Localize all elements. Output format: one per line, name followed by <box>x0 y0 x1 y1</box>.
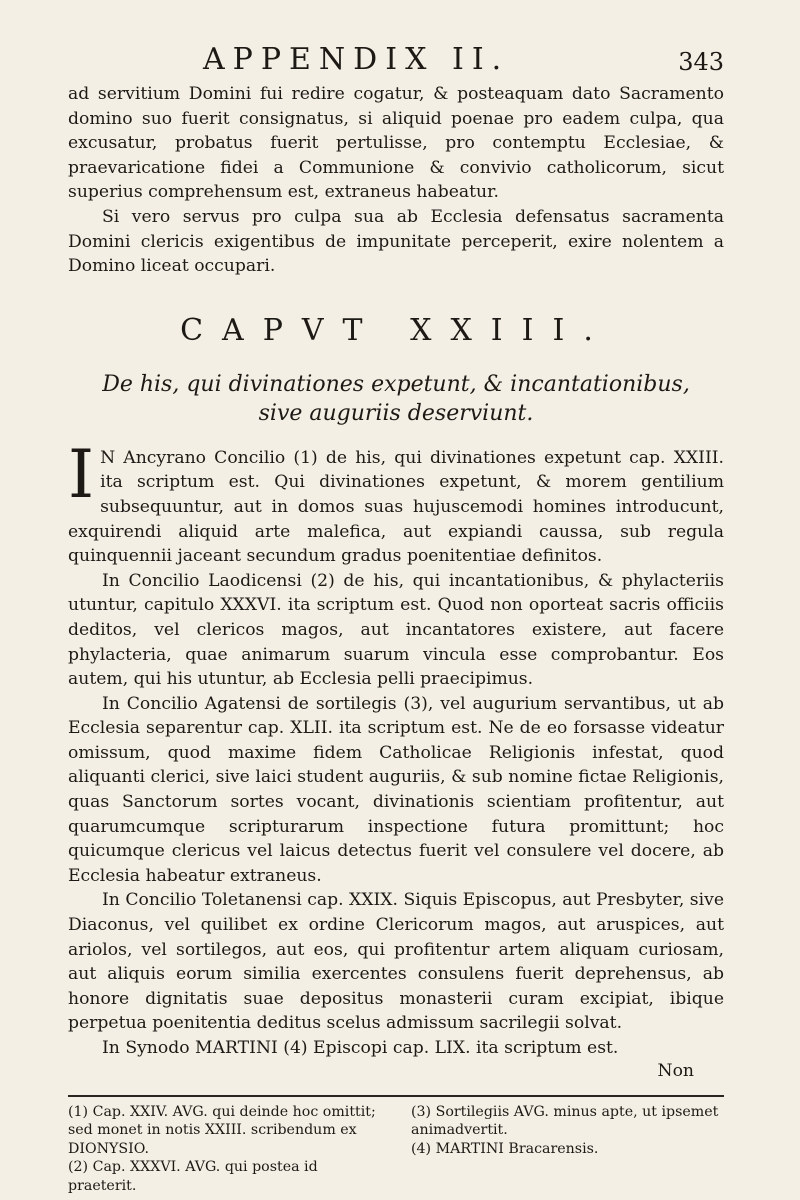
paragraph-martin: In Synodo MARTINI (4) Episcopi cap. LIX. ita scriptum est. <box>102 1038 619 1058</box>
chapter-title <box>68 370 724 428</box>
paragraph-toledo: In Concilio Toletanensi cap. XXIX. Siquis Episcopus, aut Presbyter, sive Diaconus, vel quilibet ex ordine Clericorum magos, aut aruspices, aut ariolos, vel sortilegos, aut eos, qui profitentur artem aliquam curiosam, aut aliquis eorum similia exercentes consulens fuerit deprehensus, ab honore dignitatis suae depositus monasterii curam excipiat, ibique perpetua poenitentia deditus scelus admissum sacrilegii solvat. <box>68 890 724 1034</box>
footnotes-right-column <box>411 1103 724 1196</box>
paragraph-laodicea: In Concilio Laodicensi (2) de his, qui incantationibus, & phylacteriis utuntur, capitulo XXXVI. ita scriptum est. Quod non oporteat sacris officiis deditos, vel clericos magos, aut incantatores existere, aut facere phylacteria, quae animarum suarum vincula esse comprobantur. Eos autem, qui his utuntur, ab Ecclesia pelli praecipimus. <box>68 570 724 690</box>
chapter-title-line-1: De his, qui divinationes expetunt, & incantationibus, <box>102 371 690 397</box>
chapter-title-line-2: sive auguriis deserviunt. <box>258 400 534 426</box>
paragraph-ancyra <box>68 435 724 569</box>
intro-text <box>68 82 724 279</box>
catchword: Non <box>657 1060 694 1081</box>
running-head <box>68 42 724 82</box>
footnotes-left-column <box>68 1103 381 1196</box>
chapter-body <box>68 435 724 1061</box>
intro-paragraph-2: Si vero servus pro culpa sua ab Ecclesia defensatus sacramenta Domini clericis exigentibus de impunitate perceperit, exire nolentem a Domino liceat occupari. <box>68 206 724 277</box>
footnote-3: (3) Sortilegiis AVG. minus apte, ut ipsemet animadvertit. <box>411 1103 719 1139</box>
chapter-heading: CAPVT XXIII. <box>180 312 612 348</box>
page-number: 343 <box>678 48 724 76</box>
footnotes <box>68 1103 724 1196</box>
paragraph-text: N Ancyrano Concilio (1) de his, qui divinationes expetunt cap. XXIII. ita scriptum est. Qui divinationes expetunt, & morem gentilium subsequuntur, aut in domos suas hujuscemodi homines introducunt, exquirendi aliquid arte malefica, aut expiandi caussa, sub regula quinquennii jaceant secundum gradus poenitentiae definitos. <box>68 447 724 567</box>
footnote-4: (4) MARTINI Bracarensis. <box>411 1140 599 1157</box>
paragraph-agde: In Concilio Agatensi de sortilegis (3), vel augurium servantibus, ut ab Ecclesia separentur cap. XLII. ita scriptum est. Ne de eo forsasse videatur omissum, quod maxime fidem Catholicae Religionis infestat, quod aliquanti clerici, sive laici student auguriis, & sub nomine fictae Religionis, quas Sanctorum sortes vocant, divinationis scientiam profitentur, aut quarumcumque scripturarum inspectione futura promittunt; hoc quicumque clericus vel laicus detectus fuerit vel consulere vel docere, ab Ecclesia habeatur extraneus. <box>68 693 724 886</box>
footnote-2: (2) Cap. XXXVI. AVG. qui postea id praeterit. <box>68 1159 318 1194</box>
footnote-1: (1) Cap. XXIV. AVG. qui deinde hoc omittit; sed monet in notis XXIII. scribendum ex DIONYSIO. <box>68 1103 376 1157</box>
intro-paragraph-1: ad servitium Domini fui redire cogatur, & posteaquam dato Sacramento domino suo fuerit consignatus, si aliquid poenae pro eadem culpa, qua excusatur, probatus fuerit pertulisse, pro contemptu Ecclesiae, & praevaricatione fidei a Communione & convivio catholicorum, sicut superius comprehensum est, extraneus habeatur. <box>68 84 724 203</box>
drop-cap: I <box>68 435 95 513</box>
footnote-rule <box>68 1095 724 1097</box>
running-title: APPENDIX II. <box>203 42 510 77</box>
